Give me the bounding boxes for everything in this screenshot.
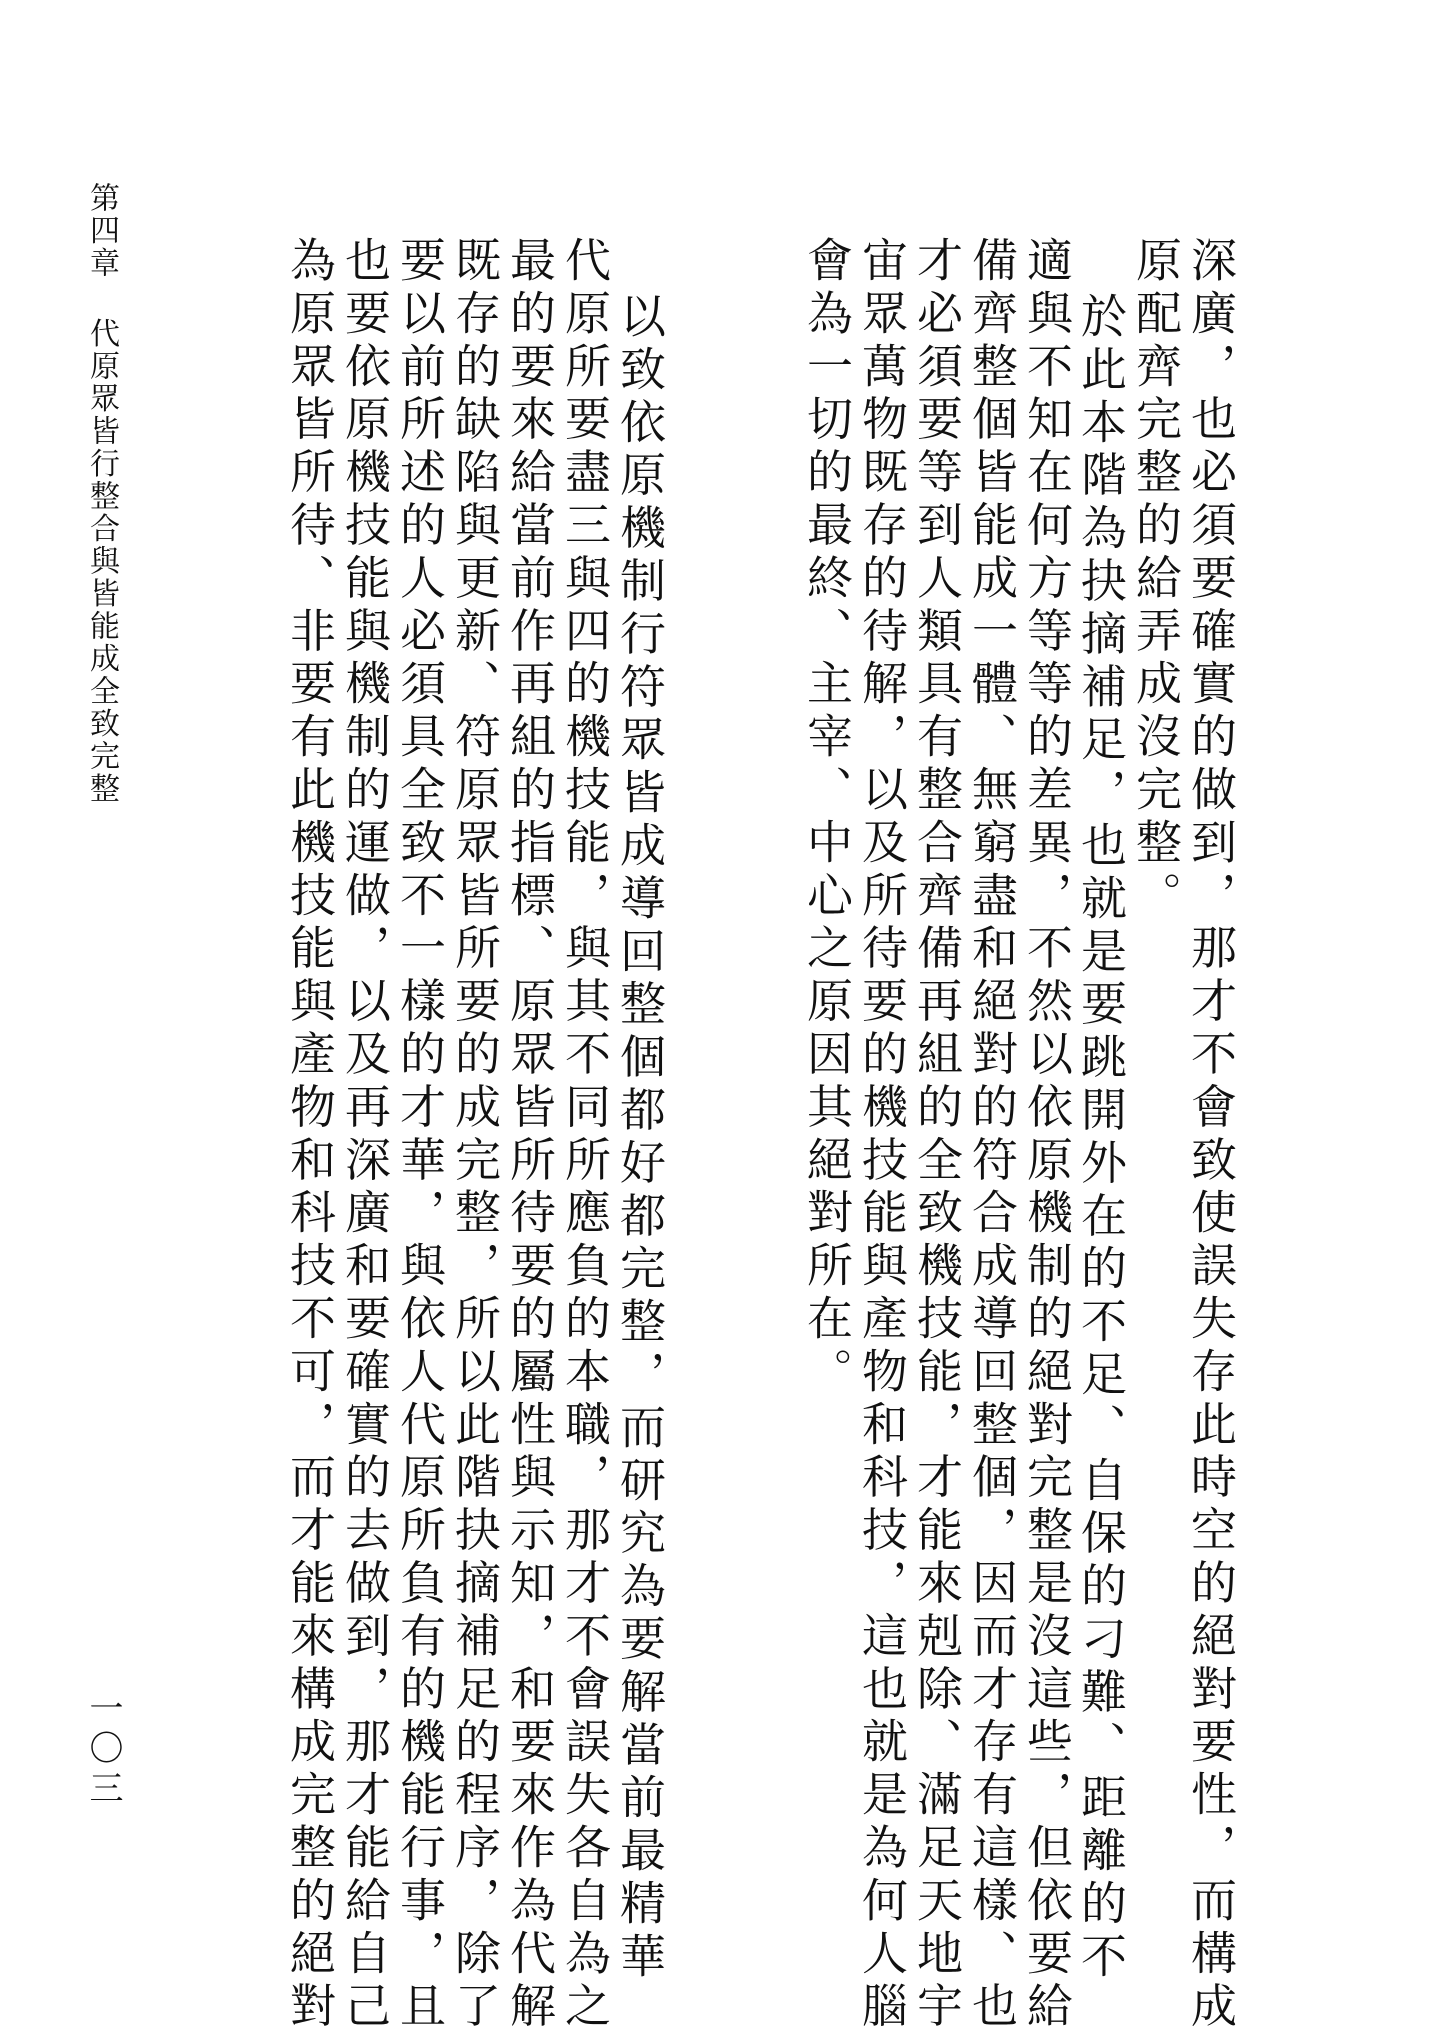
text-column-7: 宙眾萬物既存的待解，以及所待要的機技能與產物和科技，這也就是為何人腦 — [855, 236, 909, 2035]
text-column-3: 於此本階為抉摘補足，也就是要跳開外在的不足、自保的刁難、距離的不 — [1074, 292, 1128, 1985]
text-column-10: 代原所要盡三與四的機技能，與其不同所應負的本職，那才不會誤失各自為之 — [558, 236, 612, 2035]
text-column-8: 會為一切的最終、主宰、中心之原因其絕對所在。 — [800, 236, 854, 1400]
text-column-12: 既存的缺陷與更新、符原眾皆所要的成完整，所以此階抉摘補足的程序，除了 — [448, 236, 502, 2035]
page-number: 一〇三 — [83, 1690, 123, 1810]
text-column-9: 以致依原機制行符眾皆成導回整個都好都完整，而研究為要解當前最精華 — [613, 292, 667, 1985]
text-column-14: 也要依原機技能與機制的運做，以及再深廣和要確實的去做到，那才能給自己 — [338, 236, 392, 2035]
running-header — [84, 182, 119, 805]
text-column-13: 要以前所述的人必須具全致不一樣的才華，與依人代原所負有的機能行事，且 — [393, 236, 447, 2035]
text-column-11: 最的要來給當前作再組的指標、原眾皆所待要的屬性與示知，和要來作為代解 — [503, 236, 557, 2035]
chapter-label: 第四章 — [84, 182, 119, 280]
text-column-15: 為原眾皆所待、非要有此機技能與產物和科技不可，而才能來構成完整的絕對 — [283, 236, 337, 2035]
text-column-1: 深廣，也必須要確實的做到，那才不會致使誤失存此時空的絕對要性，而構成 — [1184, 236, 1238, 2035]
section-title: 代原眾皆行整合與皆能成全致完整 — [84, 317, 119, 805]
text-column-4: 適與不知在何方等等的差異，不然以依原機制的絕對完整是沒這些，但依要給 — [1020, 236, 1074, 2035]
text-column-5: 備齊整個皆能成一體、無窮盡和絕對的符合成導回整個，因而才存有這樣、也 — [965, 236, 1019, 2035]
text-column-6: 才必須要等到人類具有整合齊備再組的全致機技能，才能來剋除、滿足天地宇 — [910, 236, 964, 2035]
text-column-2: 原配齊完整的給弄成沒完整。 — [1129, 236, 1183, 924]
